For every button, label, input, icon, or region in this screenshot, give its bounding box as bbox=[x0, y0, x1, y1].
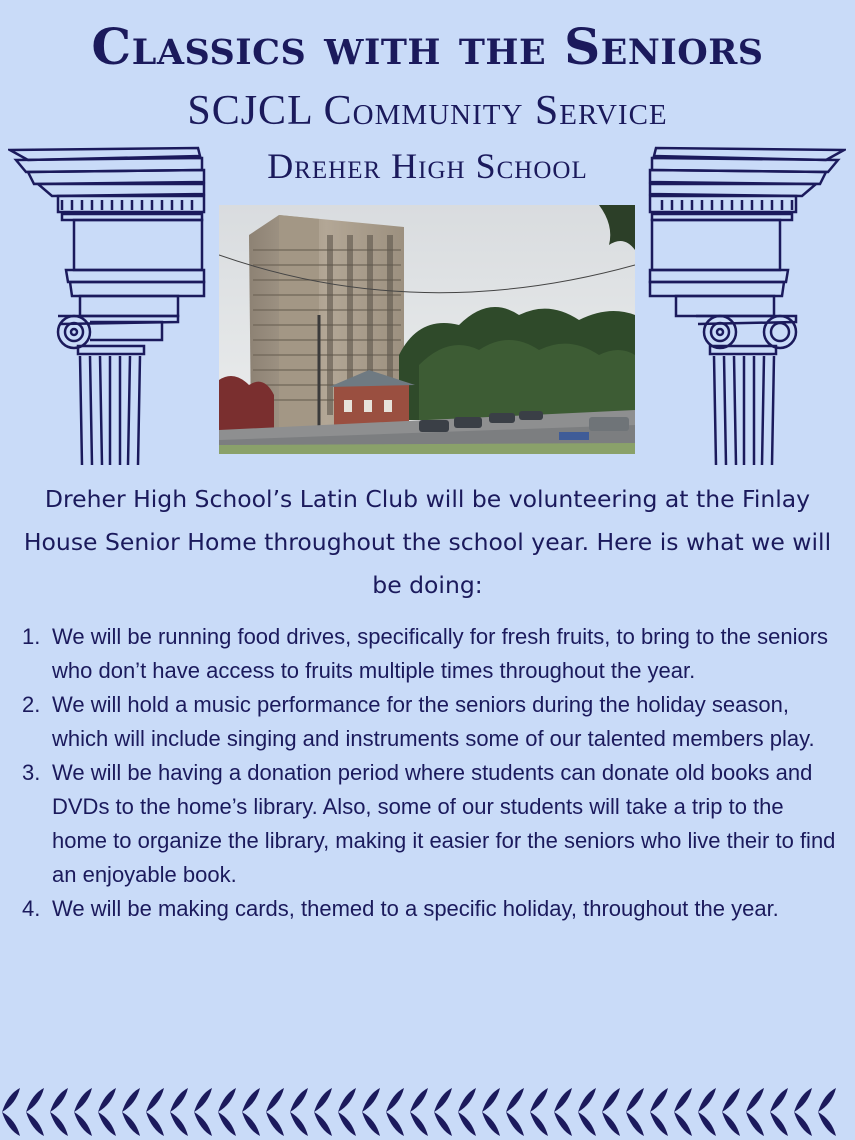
list-item bbox=[22, 892, 842, 926]
list-item-text: We will be having a donation period where students can donate old books and DVDs to the home’s library. Also, some of our students will take a trip to the home to organize the library, making it easier for the seniors who live their to find an enjoyable book. bbox=[52, 760, 836, 887]
list-item-text: We will be making cards, themed to a specific holiday, throughout the year. bbox=[52, 896, 779, 921]
building-photo bbox=[219, 205, 635, 454]
list-number: 1. bbox=[22, 624, 41, 649]
poster-title: Classics with the Seniors bbox=[91, 17, 764, 76]
list-number: 2. bbox=[22, 692, 41, 717]
list-number: 3. bbox=[22, 760, 41, 785]
intro-paragraph: Dreher High School’s Latin Club will be volunteering at the Finlay House Senior Home throughout the school year. Here is what we will be doing: bbox=[23, 485, 832, 599]
list-item-text: We will hold a music performance for the seniors during the holiday season, which will include singing and instruments some of our talented members play. bbox=[52, 692, 815, 751]
activity-list bbox=[22, 620, 842, 926]
list-item bbox=[22, 756, 842, 892]
ionic-column-left-icon bbox=[8, 140, 208, 470]
school-name: Dreher High School bbox=[267, 146, 588, 186]
list-item bbox=[22, 620, 842, 688]
ionic-column-right-icon bbox=[646, 140, 846, 470]
list-item-text: We will be running food drives, specifically for fresh fruits, to bring to the seniors who don’t have access to fruits multiple times throughout the year. bbox=[52, 624, 829, 683]
poster-subtitle: SCJCL Community Service bbox=[187, 88, 668, 134]
list-number: 4. bbox=[22, 896, 41, 921]
laurel-border-icon bbox=[0, 1084, 855, 1140]
list-item bbox=[22, 688, 842, 756]
